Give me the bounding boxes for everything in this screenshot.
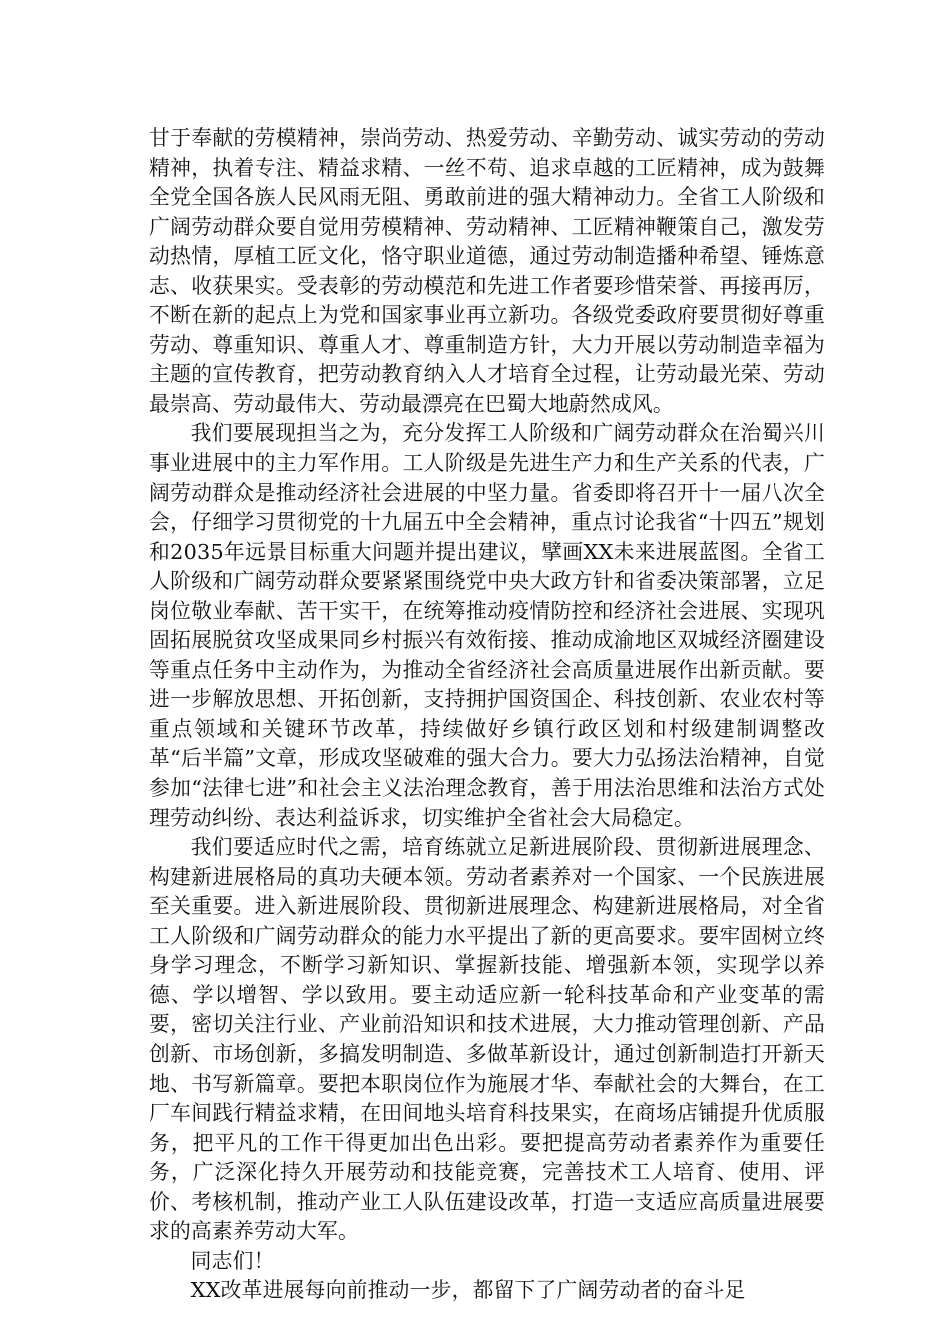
paragraph-3: 我们要适应时代之需，培育练就立足新进展阶段、贯彻新进展理念、构建新进展格局的真功夫硬本领。劳动者素养对一个国家、一个民族进展至关重要。进入新进展阶段、贯彻新进展理念、构建新进展格局，对全省工人阶级和广阔劳动群众的能力水平提出了新的更高要求。要牢固树立终身学习理念，不断学习新知识、掌握新技能、增强新本领，实现学以养德、学以增智、学以致用。要主动适应新一轮科技革命和产业变革的需要，密切关注行业、产业前沿知识和技术进展，大力推动管理创新、产品创新、市场创新，多搞发明制造、多做革新设计，通过创新制造打开新天地、书写新篇章。要把本职岗位作为施展才华、奉献社会的大舞台，在工厂车间践行精益求精，在田间地头培育科技果实，在商场店铺提升优质服务，把平凡的工作干得更加出色出彩。要把提高劳动者素养作为重要任务，广泛深化持久开展劳动和技能竞赛，完善技术工人培育、使用、评价、考核机制，推动产业工人队伍建设改革，打造一支适应高质量进展要求的高素养劳动大军。 <box>149 835 825 1244</box>
document-body <box>149 124 825 1306</box>
paragraph-5: XX改革进展每向前推动一步，都留下了广阔劳动者的奋斗足 <box>190 1278 746 1303</box>
paragraph-1: 甘于奉献的劳模精神，崇尚劳动、热爱劳动、辛勤劳动、诚实劳动的劳动精神，执着专注、精益求精、一丝不苟、追求卓越的工匠精神，成为鼓舞全党全国各族人民风雨无阻、勇敢前进的强大精神动力。全省工人阶级和广阔劳动群众要自觉用劳模精神、劳动精神、工匠精神鞭策自己，激发劳动热情，厚植工匠文化，恪守职业道德，通过劳动制造播种希望、锤炼意志、收获果实。受表彰的劳动模范和先进工作者要珍惜荣誉、再接再厉，不断在新的起点上为党和国家事业再立新功。各级党委政府要贯彻好尊重劳动、尊重知识、尊重人才、尊重制造方针，大力开展以劳动制造幸福为主题的宣传教育，把劳动教育纳入人才培育全过程，让劳动最光荣、劳动最崇高、劳动最伟大、劳动最漂亮在巴蜀大地蔚然成风。 <box>149 126 825 416</box>
paragraph-2: 我们要展现担当之为，充分发挥工人阶级和广阔劳动群众在治蜀兴川事业进展中的主力军作用。工人阶级是先进生产力和生产关系的代表，广阔劳动群众是推动经济社会进展的中坚力量。省委即将召开十一届八次全会，仔细学习贯彻党的十九届五中全会精神，重点讨论我省“十四五”规划和2035年远景目标重大问题并提出建议，擘画XX未来进展蓝图。全省工人阶级和广阔劳动群众要紧紧围绕党中央大政方针和省委决策部署，立足岗位敬业奉献、苦干实干，在统筹推动疫情防控和经济社会进展、实现巩固拓展脱贫攻坚成果同乡村振兴有效衔接、推动成渝地区双城经济圈建设等重点任务中主动作为，为推动全省经济社会高质量进展作出新贡献。要进一步解放思想、开拓创新，支持拥护国资国企、科技创新、农业农村等重点领域和关键环节改革，持续做好乡镇行政区划和村级建制调整改革“后半篇”文章，形成攻坚破难的强大合力。要大力弘扬法治精神，自觉参加“法律七进”和社会主义法治理念教育，善于用法治思维和法治方式处理劳动纠纷、表达利益诉求，切实维护全省社会大局稳定。 <box>149 421 825 830</box>
paragraph-4: 同志们！ <box>190 1248 275 1273</box>
